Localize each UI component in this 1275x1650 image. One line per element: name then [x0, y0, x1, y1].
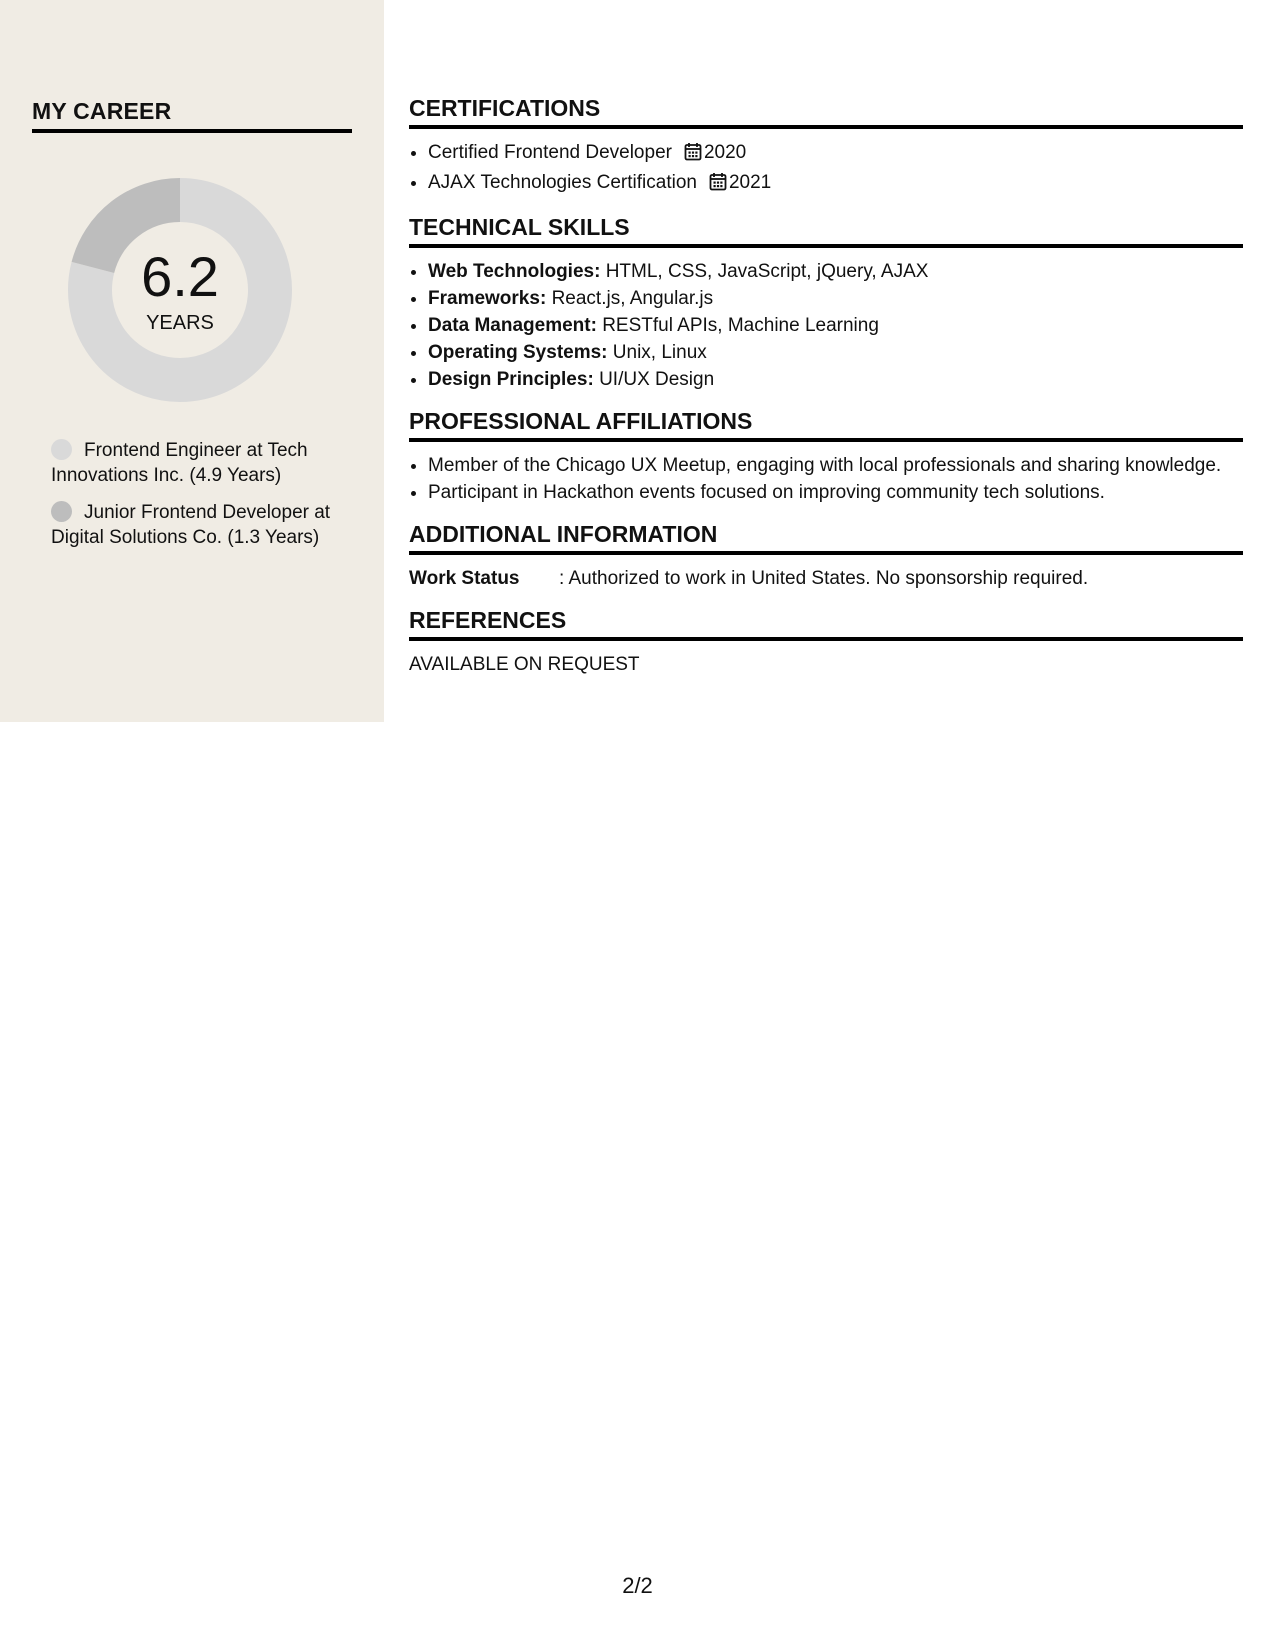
certifications-list — [409, 139, 1243, 199]
skills-title: TECHNICAL SKILLS — [409, 214, 630, 240]
affiliations-section — [409, 407, 1243, 506]
section-rule — [409, 244, 1243, 248]
career-heading-rule — [32, 129, 352, 133]
work-status-value: : Authorized to work in United States. No sponsorship required. — [559, 568, 1089, 589]
page-number: 2/2 — [622, 1573, 653, 1598]
certification-name: Certified Frontend Developer — [428, 142, 672, 163]
skill-value: RESTful APIs, Machine Learning — [602, 315, 879, 336]
certification-item — [428, 139, 1243, 169]
legend-item — [51, 500, 351, 550]
legend-swatch — [51, 501, 72, 522]
affiliations-list — [409, 452, 1243, 506]
skill-value: UI/UX Design — [599, 369, 715, 390]
skill-item — [428, 258, 1243, 285]
certifications-title: CERTIFICATIONS — [409, 95, 601, 121]
skill-value: Unix, Linux — [612, 342, 707, 363]
skill-item — [428, 312, 1243, 339]
career-legend — [51, 438, 351, 562]
references-title: REFERENCES — [409, 607, 567, 633]
skill-value: HTML, CSS, JavaScript, jQuery, AJAX — [605, 261, 929, 282]
work-status-label: Work Status — [409, 568, 520, 589]
affiliation-item: • Participant in Hackathon events focused on improving community tech solutions. — [428, 479, 1243, 506]
certification-item — [428, 169, 1243, 199]
references-section — [409, 606, 1243, 678]
skill-item — [428, 285, 1243, 312]
skill-item — [428, 339, 1243, 366]
certification-year: 2020 — [703, 142, 747, 163]
certification-name: AJAX Technologies Certification — [428, 172, 697, 193]
additional-info-title: ADDITIONAL INFORMATION — [409, 521, 718, 547]
legend-label: Junior Frontend Developer at Digital Solutions Co. (1.3 Years) — [51, 502, 331, 548]
calendar-icon — [684, 142, 702, 169]
legend-swatch — [51, 439, 72, 460]
skill-value: React.js, Angular.js — [551, 288, 714, 309]
affiliations-title: PROFESSIONAL AFFILIATIONS — [409, 408, 753, 434]
skill-label: Frameworks: — [428, 288, 547, 309]
total-years-value: 6.2 — [141, 245, 219, 308]
skills-list — [409, 258, 1243, 393]
additional-info-section — [409, 520, 1243, 592]
certifications-section — [409, 94, 1243, 199]
certification-year: 2021 — [728, 172, 772, 193]
skill-item — [428, 366, 1243, 393]
career-donut-chart — [67, 177, 293, 403]
skill-label: Operating Systems: — [428, 342, 608, 363]
section-rule — [409, 125, 1243, 129]
total-years-unit: YEARS — [146, 312, 214, 334]
section-rule — [409, 438, 1243, 442]
section-rule — [409, 551, 1243, 555]
career-heading: MY CAREER — [32, 98, 172, 124]
references-text: AVAILABLE ON REQUEST — [409, 654, 640, 675]
skill-label: Data Management: — [428, 315, 597, 336]
skill-label: Design Principles: — [428, 369, 594, 390]
work-status-row — [409, 565, 1243, 592]
skills-section — [409, 213, 1243, 393]
legend-label: Frontend Engineer at Tech Innovations Inc. (4.9 Years) — [51, 440, 308, 486]
career-sidebar — [0, 0, 384, 722]
affiliation-item: • Member of the Chicago UX Meetup, engaging with local professionals and sharing knowledge. — [428, 452, 1243, 479]
skill-label: Web Technologies: — [428, 261, 601, 282]
legend-item — [51, 438, 351, 488]
calendar-icon — [709, 172, 727, 199]
main-content — [409, 94, 1243, 692]
section-rule — [409, 637, 1243, 641]
